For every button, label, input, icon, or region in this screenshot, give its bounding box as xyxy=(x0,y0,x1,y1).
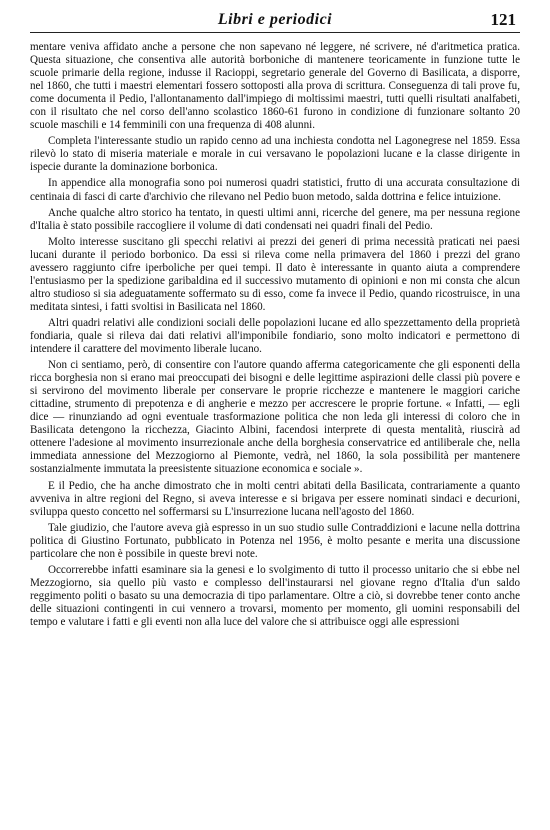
paragraph: Molto interesse suscitano gli specchi relativi ai prezzi dei generi di prima necessità praticati nei paesi lucani durante il periodo borbonico. Da essi si rileva come nella primavera del 1860 i prezzi del grano avessero raggiunto cifre iperboliche per quei tempi. Il dato è interessante in quanto aiuta a comprendere l'entusiasmo per la spedizione garibaldina ed il successivo mutamento di opinioni e non mi consta che alcun altro studioso si sia adeguatamente soffermato su di esso, come fa invece il Pedio, quando ricostruisce, in una meditata sintesi, i fatti svoltisi in Basilicata nel 1860. xyxy=(30,235,520,313)
paragraph: mentare veniva affidato anche a persone che non sapevano né leggere, né scrivere, né d'aritmetica pratica. Questa situazione, che consentiva alle autorità borboniche di mantenere teoricamente in funzione tutte le scuole primarie della regione, indusse il Racioppi, segretario generale del Governo di Basilicata, a disporre, nel 1860, che tutti i maestri elementari fossero sottoposti alla prova di scrittura. Conseguenza di tali prove fu, come documenta il Pedio, l'allontanamento dall'impiego di moltissimi maestri, tutti quelli risultati analfabeti, con il risultato che nel corso dell'anno scolastico 1860-61 furono in condizione di funzionare soltanto 20 scuole maschili e 14 femminili con una frequenza di 408 alunni. xyxy=(30,41,520,132)
page-number: 121 xyxy=(490,10,516,29)
paragraph: Completa l'interessante studio un rapido cenno ad una inchiesta condotta nel Lagonegrese nel 1859. Essa rilevò lo stato di miseria materiale e morale in cui versavano le popolazioni lucane e la classe dirigente in ispecie durante la dominazione borbonica. xyxy=(30,135,520,174)
paragraph: In appendice alla monografia sono poi numerosi quadri statistici, frutto di una accurata consultazione di centinaia di fasci di carte d'archivio che rilevano nel Pedio buon metodo, salda dottrina e felice intuizione. xyxy=(30,177,520,203)
paragraph: Tale giudizio, che l'autore aveva già espresso in un suo studio sulle Contraddizioni e lacune nella dottrina politica di Giustino Fortunato, pubblicato in Potenza nel 1956, è molto pesante e merita una discussione particolare che non è possibile in queste brevi note. xyxy=(30,521,520,560)
paragraph: Anche qualche altro storico ha tentato, in questi ultimi anni, ricerche del genere, ma per nessuna regione d'Italia è stato possibile raccogliere il volume di dati condensati nei quadri finali del Pedio. xyxy=(30,206,520,232)
page-header xyxy=(30,8,520,33)
paragraph: E il Pedio, che ha anche dimostrato che in molti centri abitati della Basilicata, contrariamente a quanto avveniva in altre regioni del Regno, si aveva interesse e si brigava per essere nominati sindaci e decurioni, sviluppa questo concetto nel soffermarsi su L'insurrezione lucana nell'agosto del 1860. xyxy=(30,479,520,518)
running-title: Libri e periodici xyxy=(217,11,333,28)
paragraph: Altri quadri relativi alle condizioni sociali delle popolazioni lucane ed allo spezzettamento della proprietà fondiaria, quale si rileva dai dati relativi all'imponibile fondiario, sono molto indicatori e permettono di intendere il carattere del movimento liberale lucano. xyxy=(30,316,520,356)
paragraph: Occorrerebbe infatti esaminare sia la genesi e lo svolgimento di tutto il processo unitario che si ebbe nel Mezzogiorno, sia quello più vasto e complesso dell'instaurarsi nel giovane regno d'Italia d'un saldo reggimento politi o basato su una democrazia di tipo parlamentare. Oltre a ciò, si dovrebbe tener conto anche delle situazioni contingenti in cui vennero a trovarsi, momento per momento, gli uomini responsabili del tempo e valutare i fatti e gli eventi non alla luce del valore che si attribuisce oggi alle espressioni xyxy=(30,563,520,628)
body-text xyxy=(30,41,520,821)
paragraph: Non ci sentiamo, però, di consentire con l'autore quando afferma categoricamente che gli esponenti della ricca borghesia non si erano mai preoccupati dei bisogni e delle legittime aspirazioni delle classi più povere e si servirono del movimento liberale per conservare le proprie ricchezze e mantenere le maggiori cariche cittadine, strumento di prepotenza e di angherie e mezzo per accrescere le proprie fortune. « Infatti, — egli dice — rinunziando ad ogni eventuale trasformazione politica che non leda gli interessi di coloro che in Basilicata detengono la ricchezza, Giacinto Albini, facendosi interprete di questa mentalità, riuscirà ad ottenere l'adesione al movimento insurrezionale anche della borghesia conservatrice ed antiliberale che, nella immediata annessione del Mezzogiorno al Piemonte, vedrà, nel 1860, la sola possibilità per mantenere sostanzialmente immutata la preesistente situazione economica e sociale ». xyxy=(30,359,520,476)
